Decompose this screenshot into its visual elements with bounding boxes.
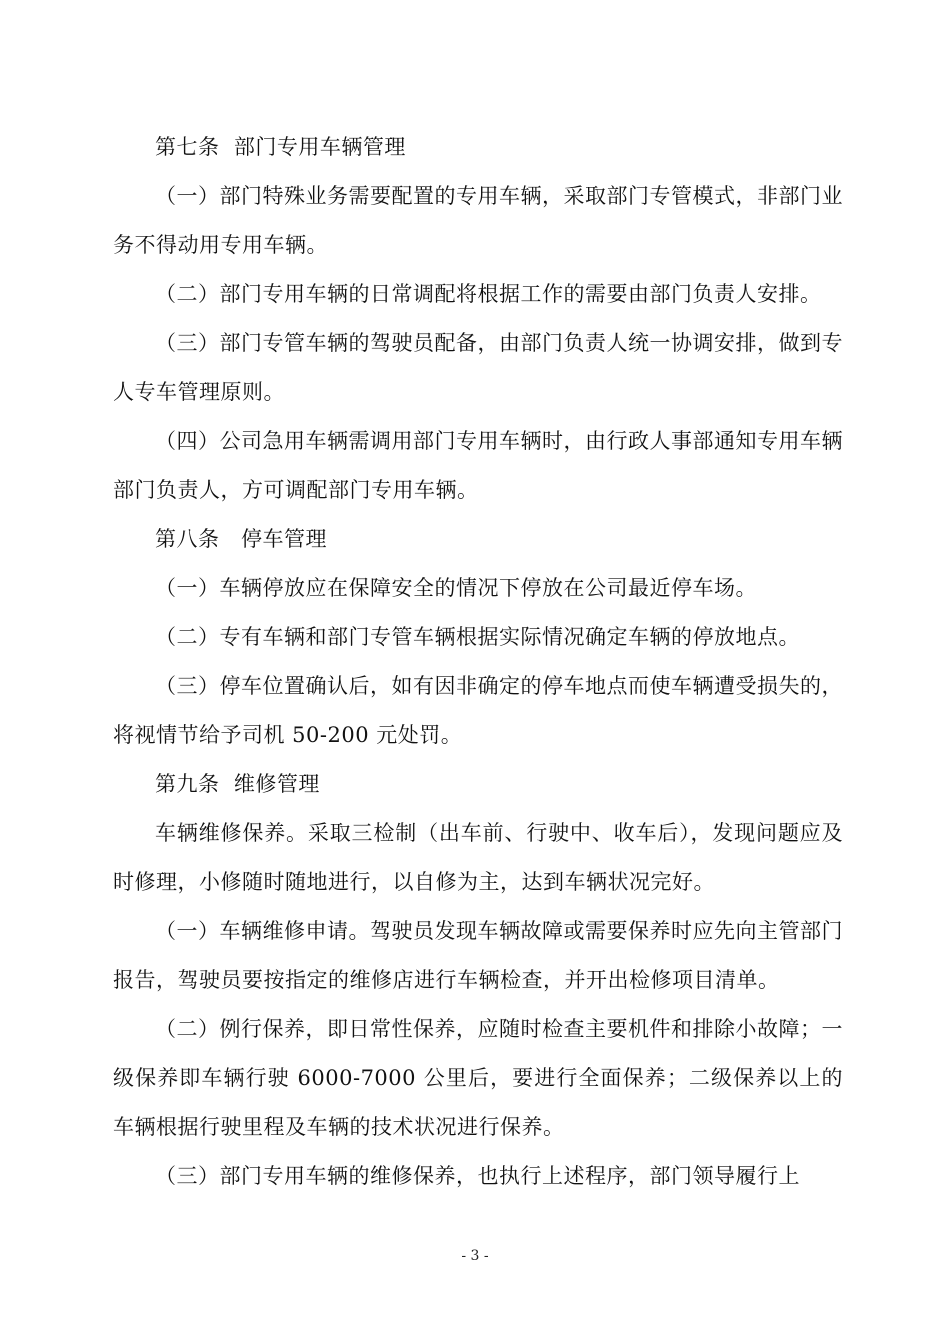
- article-8-clause-1: （一）车辆停放应在保障安全的情况下停放在公司最近停车场。: [155, 576, 757, 600]
- article-9-clause-1: （一）车辆维修申请。驾驶员发现车辆故障或需要保养时应先向主管部门报告，驾驶员要按指定的维修店进行车辆检查，并开出检修项目清单。: [113, 919, 843, 992]
- article-9-clause-3: （三）部门专用车辆的维修保养，也执行上述程序，部门领导履行上: [155, 1164, 800, 1188]
- article-7-heading: 第七条 部门专用车辆管理: [155, 135, 406, 159]
- article-8-clause-2: （二）专有车辆和部门专管车辆根据实际情况确定车辆的停放地点。: [155, 625, 800, 649]
- document-body: [113, 123, 843, 1201]
- article-9-intro: 车辆维修保养。采取三检制（出车前、行驶中、收车后），发现问题应及时修理，小修随时随地进行，以自修为主，达到车辆状况完好。: [113, 821, 843, 894]
- page-number: - 3 -: [461, 1248, 489, 1264]
- article-7-clause-3: （三）部门专管车辆的驾驶员配备，由部门负责人统一协调安排，做到专人专车管理原则。: [113, 331, 843, 404]
- article-7-clause-4: （四）公司急用车辆需调用部门专用车辆时，由行政人事部通知专用车辆部门负责人，方可调配部门专用车辆。: [113, 429, 843, 502]
- article-8-heading: 第八条 停车管理: [155, 527, 328, 551]
- article-7-clause-1: （一）部门特殊业务需要配置的专用车辆，采取部门专管模式，非部门业务不得动用专用车辆。: [113, 184, 843, 257]
- article-7-clause-2: （二）部门专用车辆的日常调配将根据工作的需要由部门负责人安排。: [155, 282, 822, 306]
- article-8-clause-3: （三）停车位置确认后，如有因非确定的停车地点而使车辆遭受损失的，将视情节给予司机 50-200 元处罚。: [113, 674, 843, 747]
- article-9-clause-2: （二）例行保养，即日常性保养，应随时检查主要机件和排除小故障；一级保养即车辆行驶 6000-7000 公里后，要进行全面保养；二级保养以上的车辆根据行驶里程及车辆的技术状况进行保养。: [113, 1017, 843, 1139]
- article-9-heading: 第九条 维修管理: [155, 772, 320, 796]
